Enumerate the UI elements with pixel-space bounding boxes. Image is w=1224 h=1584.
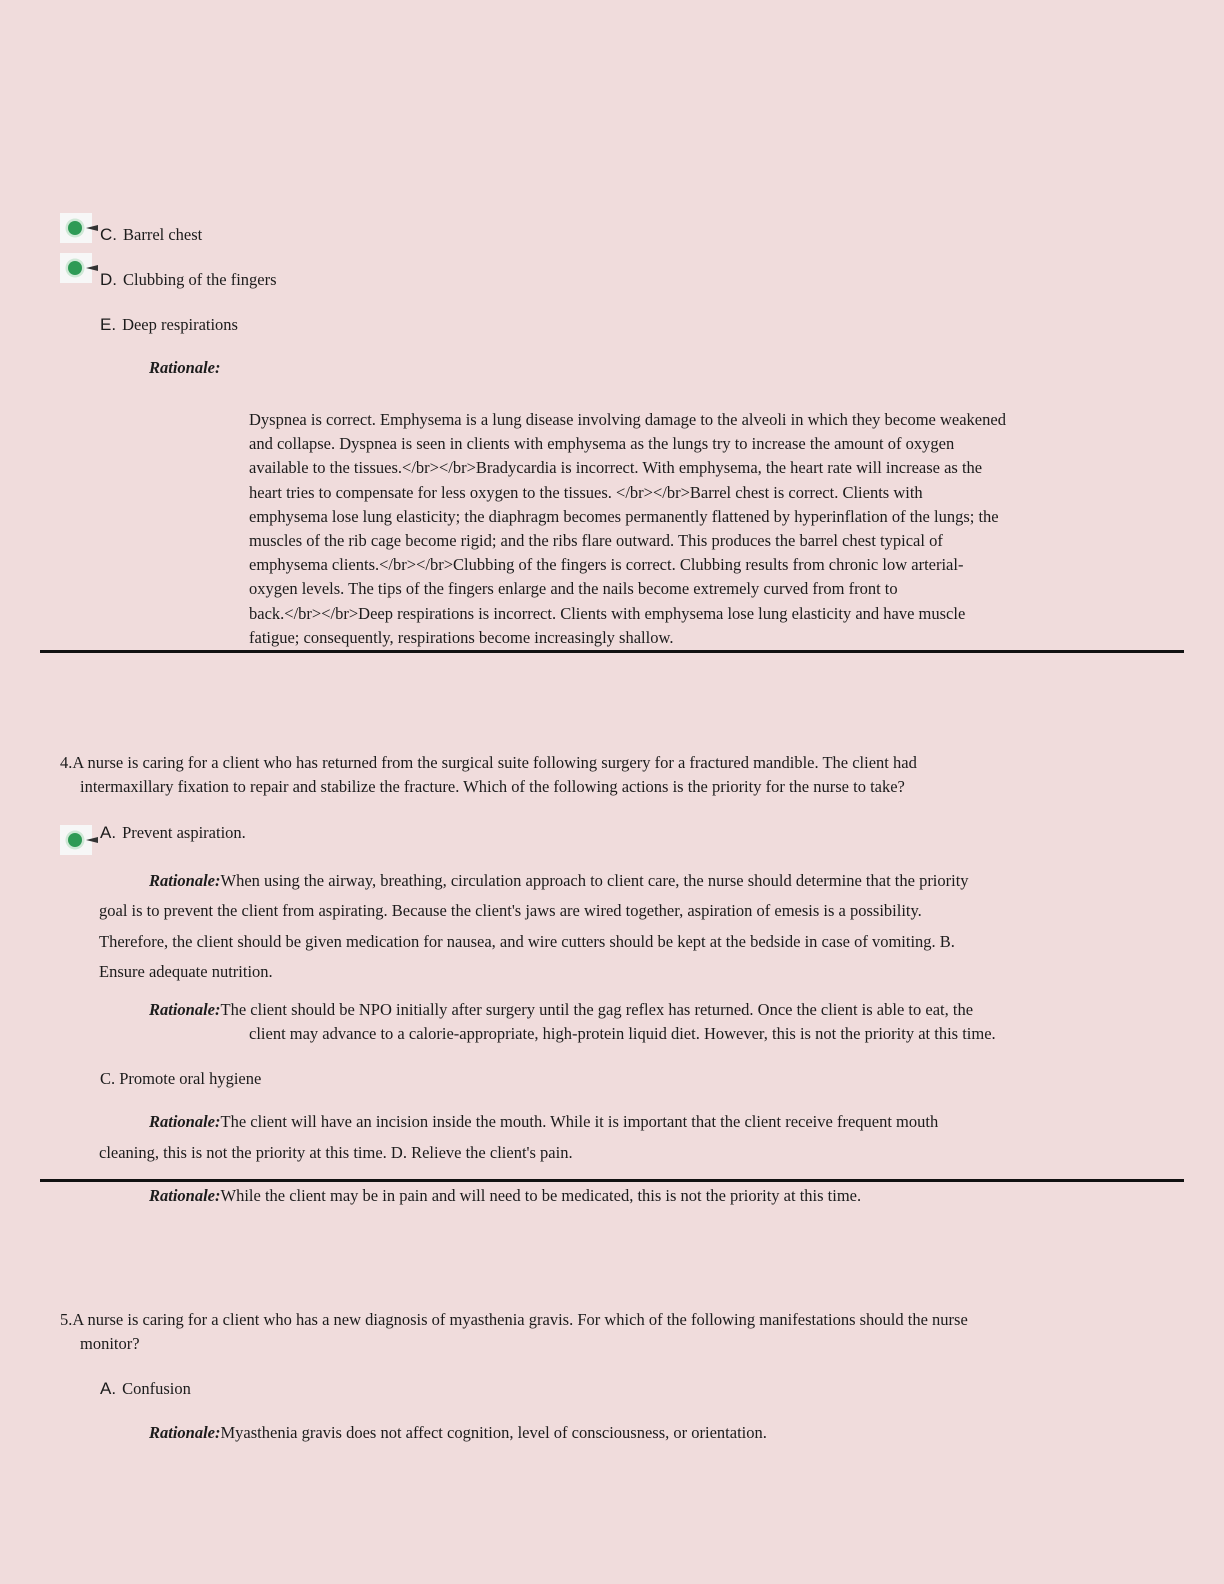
option-a[interactable] bbox=[100, 1379, 191, 1399]
rationale-label: Rationale: bbox=[149, 1112, 221, 1131]
rationale-line: client may advance to a calorie-appropriate, high-protein liquid diet. However, this is not the priority at this time. bbox=[249, 1024, 996, 1043]
rationale-a bbox=[149, 866, 1149, 897]
option-a[interactable] bbox=[100, 823, 246, 843]
rationale-line: fatigue; consequently, respirations become increasingly shallow. bbox=[249, 627, 674, 647]
section-divider bbox=[40, 1179, 1184, 1182]
option-text: Barrel chest bbox=[123, 225, 203, 244]
rationale-label: Rationale: bbox=[149, 1000, 221, 1019]
option-text: Deep respirations bbox=[122, 315, 238, 334]
rationale-label: Rationale: bbox=[149, 1186, 221, 1205]
section-divider bbox=[40, 650, 1184, 653]
rationale-line: and collapse. Dyspnea is seen in clients with emphysema as the lungs try to increase the amount of oxygen bbox=[249, 434, 955, 454]
rationale-line: muscles of the rib cage become rigid; and the ribs flare outward. This produces the barrel chest typical of bbox=[249, 531, 943, 551]
rationale-line: Ensure adequate nutrition. bbox=[99, 962, 273, 981]
question-line: 5.A nurse is caring for a client who has a new diagnosis of myasthenia gravis. For which of the following manifestations should the nurse bbox=[60, 1310, 968, 1329]
option-text: Clubbing of the fingers bbox=[123, 270, 277, 289]
rationale-line: available to the tissues.</br></br>Bradycardia is incorrect. With emphysema, the heart rate will increase as the bbox=[249, 458, 983, 478]
option-letter: A. bbox=[100, 823, 117, 842]
selected-answer-icon bbox=[60, 253, 100, 283]
option-c[interactable]: C. Promote oral hygiene bbox=[100, 1069, 262, 1088]
rationale-line: emphysema clients.</br></br>Clubbing of the fingers is correct. Clubbing results from chronic low arterial- bbox=[249, 555, 964, 575]
rationale-a bbox=[149, 1421, 1149, 1445]
rationale-line: back.</br></br>Deep respirations is incorrect. Clients with emphysema lose lung elasticity and have muscle bbox=[249, 603, 966, 623]
selected-answer-icon bbox=[60, 825, 100, 855]
rationale-text: When using the airway, breathing, circulation approach to client care, the nurse should determine that the priority bbox=[220, 871, 969, 890]
question-5-text bbox=[60, 1308, 968, 1356]
rationale-line: heart tries to compensate for less oxygen to the tissues. </br></br>Barrel chest is correct. Clients with bbox=[249, 482, 923, 502]
rationale-a-continued bbox=[99, 896, 1149, 988]
rationale-label: Rationale: bbox=[149, 358, 221, 377]
question-line: monitor? bbox=[80, 1334, 140, 1353]
rationale-text: The client should be NPO initially after surgery until the gag reflex has returned. Once the client is able to eat, the bbox=[220, 1000, 974, 1019]
rationale-text: While the client may be in pain and will need to be medicated, this is not the priority at this time. bbox=[220, 1186, 862, 1205]
rationale-text bbox=[249, 408, 1149, 650]
rationale-line: oxygen levels. The tips of the fingers enlarge and the nails become extremely curved from front to bbox=[249, 579, 898, 599]
option-d[interactable] bbox=[100, 270, 277, 290]
rationale-c bbox=[149, 1110, 1149, 1134]
rationale-line: Therefore, the client should be given medication for nausea, and wire cutters should be kept at the bedside in case of vomiting. B. bbox=[99, 931, 955, 951]
option-letter: E. bbox=[100, 315, 117, 334]
question-line: 4.A nurse is caring for a client who has returned from the surgical suite following surgery for a fractured mandible. The client had bbox=[60, 753, 917, 772]
rationale-text: Myasthenia gravis does not affect cognition, level of consciousness, or orientation. bbox=[220, 1423, 767, 1442]
option-letter: D. bbox=[100, 270, 117, 289]
option-e[interactable] bbox=[100, 315, 238, 335]
rationale-d bbox=[149, 1184, 1149, 1208]
rationale-label: Rationale: bbox=[149, 871, 221, 890]
question-line: intermaxillary fixation to repair and stabilize the fracture. Which of the following actions is the priority for the nurse to take? bbox=[80, 777, 905, 796]
rationale-b bbox=[149, 998, 1149, 1022]
option-text: Prevent aspiration. bbox=[122, 823, 246, 842]
option-text: Confusion bbox=[122, 1379, 191, 1398]
option-letter: A. bbox=[100, 1379, 117, 1398]
rationale-text: The client will have an incision inside the mouth. While it is important that the client receive frequent mouth bbox=[220, 1112, 939, 1131]
rationale-line: cleaning, this is not the priority at this time. D. Relieve the client's pain. bbox=[99, 1143, 573, 1162]
question-4-text bbox=[60, 751, 917, 799]
selected-answer-icon bbox=[60, 213, 100, 243]
rationale-label: Rationale: bbox=[149, 1423, 221, 1442]
rationale-line: emphysema lose lung elasticity; the diaphragm becomes permanently flattened by hyperinflation of the lungs; the bbox=[249, 506, 999, 526]
option-c[interactable] bbox=[100, 225, 202, 245]
rationale-line: Dyspnea is correct. Emphysema is a lung disease involving damage to the alveoli in which they become weakened bbox=[249, 410, 1006, 429]
option-letter: C. bbox=[100, 225, 117, 244]
rationale-line: goal is to prevent the client from aspirating. Because the client's jaws are wired together, aspiration of emesis is a possibility. bbox=[99, 901, 922, 920]
